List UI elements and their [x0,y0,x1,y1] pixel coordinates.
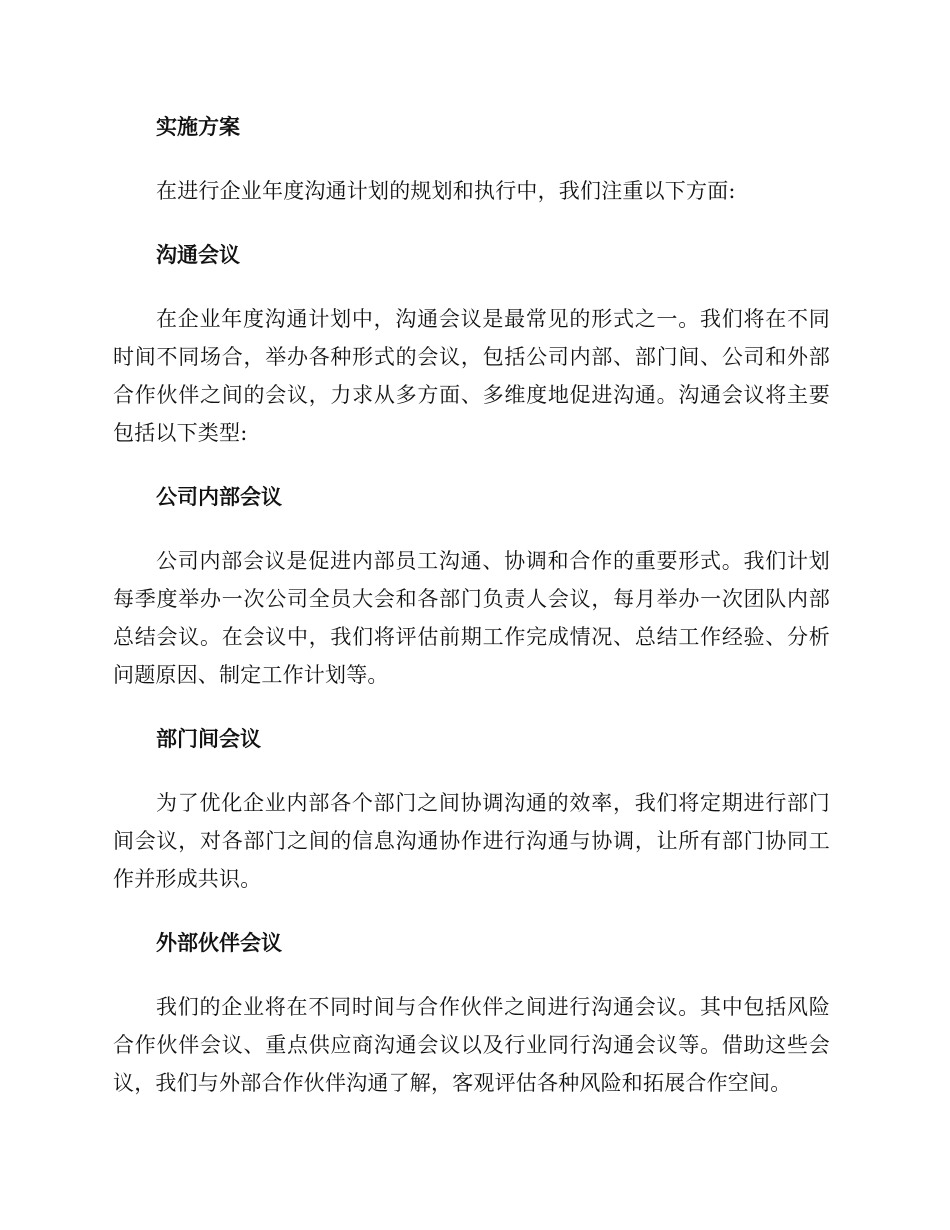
document-content [113,108,830,1128]
section-heading-interdepartment-meetings: 部门间会议 [156,727,261,751]
section-body-implementation-plan: 在进行企业年度沟通计划的规划和执行中，我们注重以下方面: [156,179,736,203]
section-body-internal-meetings: 公司内部会议是促进内部员工沟通、协调和合作的重要形式。我们计划每季度举办一次公司全员大会和各部门负责人会议，每月举办一次团队内部总结会议。在会议中，我们将评估前期工作完成情况、总结工作经验、分析问题原因、制定工作计划等。 [113,549,830,687]
section-body-interdepartment-meetings: 为了优化企业内部各个部门之间协调沟通的效率，我们将定期进行部门间会议，对各部门之间的信息沟通协作进行沟通与协调，让所有部门协同工作并形成共识。 [113,791,830,891]
section-heading-communication-meetings: 沟通会议 [156,243,240,267]
section-body-external-partner-meetings: 我们的企业将在不同时间与合作伙伴之间进行沟通会议。其中包括风险合作伙伴会议、重点供应商沟通会议以及行业同行沟通会议等。借助这些会议，我们与外部合作伙伴沟通了解，客观评估各种风险和拓展合作空间。 [113,995,830,1095]
section-heading-internal-meetings: 公司内部会议 [156,485,282,509]
section-body-communication-meetings: 在企业年度沟通计划中，沟通会议是最常见的形式之一。我们将在不同时间不同场合，举办各种形式的会议，包括公司内部、部门间、公司和外部合作伙伴之间的会议，力求从多方面、多维度地促进沟通。沟通会议将主要包括以下类型: [113,307,830,445]
section-heading-external-partner-meetings: 外部伙伴会议 [156,931,282,955]
section-heading-implementation-plan: 实施方案 [156,115,240,139]
